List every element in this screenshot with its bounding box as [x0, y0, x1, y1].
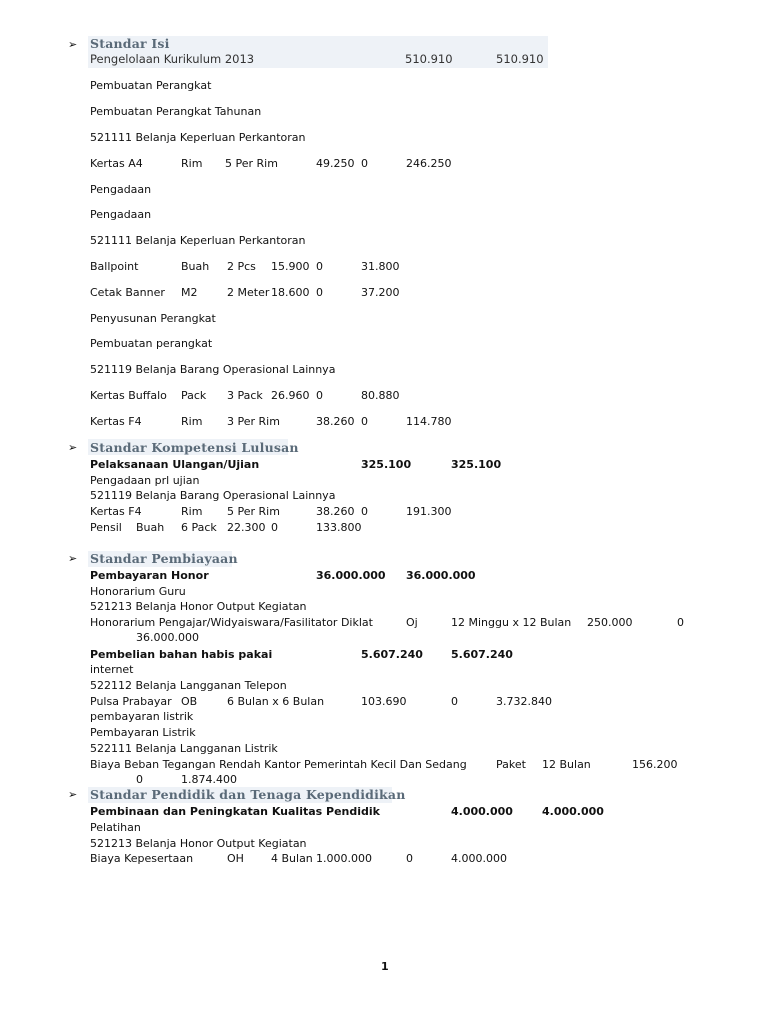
- item-qty: 3 Pack: [227, 389, 263, 402]
- item-total: 4.000.000: [451, 852, 507, 865]
- item-zero: 0: [316, 389, 323, 402]
- activity-amount: 5.607.240: [361, 648, 423, 661]
- item-price: 38.260: [316, 505, 355, 518]
- account-code: 521119 Belanja Barang Operasional Lainnya: [90, 363, 336, 376]
- item-qty: 4 Bulan: [271, 852, 313, 865]
- item-total: 80.880: [361, 389, 400, 402]
- activity-total: 5.607.240: [451, 648, 513, 661]
- item-qty: 6 Bulan x 6 Bulan: [227, 695, 325, 708]
- item-qty: 2 Pcs: [227, 260, 256, 273]
- item-zero: 0: [271, 521, 278, 534]
- account-code: 522112 Belanja Langganan Telepon: [90, 679, 287, 692]
- subactivity: Pengadaan prl ujian: [90, 474, 200, 487]
- subactivity: Pembuatan Perangkat Tahunan: [90, 105, 262, 118]
- item-name: Pulsa Prabayar: [90, 695, 172, 708]
- item-name: Biaya Kepesertaan: [90, 852, 194, 865]
- item-zero: 0: [677, 616, 684, 629]
- item-unit: Buah: [136, 521, 165, 534]
- bullet-arrow-icon: ➢: [68, 38, 78, 51]
- subactivity: Penyusunan Perangkat: [90, 312, 216, 325]
- subactivity: Pelatihan: [90, 821, 141, 834]
- item-zero: 0: [316, 260, 323, 273]
- item-price: 26.960: [271, 389, 310, 402]
- activity-name: Pembayaran Honor: [90, 569, 209, 582]
- item-total: 37.200: [361, 286, 400, 299]
- section-heading: Standar Kompetensi Lulusan: [90, 440, 299, 455]
- item-unit: M2: [181, 286, 198, 299]
- item-unit: OH: [227, 852, 244, 865]
- item-name: Kertas F4: [90, 415, 142, 428]
- item-total: 1.874.400: [181, 773, 237, 786]
- item-price: 250.000: [587, 616, 633, 629]
- activity-name: Pembelian bahan habis pakai: [90, 648, 273, 661]
- item-unit: Buah: [181, 260, 210, 273]
- page-number: 1: [381, 960, 389, 973]
- account-code: 521213 Belanja Honor Output Kegiatan: [90, 600, 307, 613]
- item-qty: 5 Per Rim: [225, 157, 278, 170]
- item-zero: 0: [361, 415, 368, 428]
- subactivity: Pengadaan: [90, 183, 152, 196]
- item-qty: 3 Per Rim: [227, 415, 280, 428]
- subactivity: Pembayaran Listrik: [90, 726, 196, 739]
- item-qty: 6 Pack: [181, 521, 217, 534]
- item-price: 18.600: [271, 286, 310, 299]
- item-price: 38.260: [316, 415, 355, 428]
- activity-total: 4.000.000: [542, 805, 604, 818]
- account-code: 521111 Belanja Keperluan Perkantoran: [90, 234, 306, 247]
- item-unit: Pack: [181, 389, 207, 402]
- account-code: 521111 Belanja Keperluan Perkantoran: [90, 131, 306, 144]
- item-total: 246.250: [406, 157, 452, 170]
- activity-name: Pelaksanaan Ulangan/Ujian: [90, 458, 260, 471]
- subactivity: Pembuatan perangkat: [90, 337, 213, 350]
- item-name: Kertas Buffalo: [90, 389, 167, 402]
- item-name: Kertas A4: [90, 157, 143, 170]
- section-heading: Standar Isi: [90, 36, 170, 51]
- item-price: 156.200: [632, 758, 678, 771]
- activity-name: Pembinaan dan Peningkatan Kualitas Pendidik: [90, 805, 380, 818]
- item-unit: OB: [181, 695, 198, 708]
- subactivity: Honorarium Guru: [90, 585, 186, 598]
- account-code: 521213 Belanja Honor Output Kegiatan: [90, 837, 307, 850]
- item-name: Biaya Beban Tegangan Rendah Kantor Pemerintah Kecil Dan Sedang: [90, 758, 467, 771]
- section-heading: Standar Pendidik dan Tenaga Kependidikan: [90, 787, 406, 802]
- item-total: 191.300: [406, 505, 452, 518]
- item-name: Pensil: [90, 521, 122, 534]
- item-zero: 0: [361, 157, 368, 170]
- subactivity: pembayaran listrik: [90, 710, 194, 723]
- item-total: 114.780: [406, 415, 452, 428]
- activity-amount: 36.000.000: [316, 569, 386, 582]
- activity-amount: 4.000.000: [451, 805, 513, 818]
- item-zero: 0: [361, 505, 368, 518]
- item-zero: 0: [406, 852, 413, 865]
- item-unit: Rim: [181, 505, 203, 518]
- item-total: 36.000.000: [136, 631, 199, 644]
- item-zero: 0: [451, 695, 458, 708]
- item-qty: 2 Meter: [227, 286, 270, 299]
- activity-name: Pengelolaan Kurikulum 2013: [90, 52, 255, 66]
- item-name: Honorarium Pengajar/Widyaiswara/Fasilitator Diklat: [90, 616, 373, 629]
- item-total: 3.732.840: [496, 695, 552, 708]
- item-total: 31.800: [361, 260, 400, 273]
- item-qty: 12 Minggu x 12 Bulan: [451, 616, 572, 629]
- item-unit: Rim: [181, 415, 203, 428]
- item-total: 133.800: [316, 521, 362, 534]
- item-unit: Paket: [496, 758, 526, 771]
- account-code: 522111 Belanja Langganan Listrik: [90, 742, 278, 755]
- item-qty: 12 Bulan: [542, 758, 591, 771]
- item-price: 22.300: [227, 521, 266, 534]
- item-unit: Rim: [181, 157, 203, 170]
- item-name: Kertas F4: [90, 505, 142, 518]
- subactivity: Pengadaan: [90, 208, 152, 221]
- account-code: 521119 Belanja Barang Operasional Lainnya: [90, 489, 336, 502]
- subactivity: internet: [90, 663, 134, 676]
- activity-total: 510.910: [496, 52, 544, 66]
- item-price: 15.900: [271, 260, 310, 273]
- activity-amount: 510.910: [405, 52, 453, 66]
- bullet-arrow-icon: ➢: [68, 552, 78, 565]
- item-zero: 0: [316, 286, 323, 299]
- bullet-arrow-icon: ➢: [68, 441, 78, 454]
- subactivity: Pembuatan Perangkat: [90, 79, 212, 92]
- item-price: 49.250: [316, 157, 355, 170]
- item-unit: Oj: [406, 616, 418, 629]
- item-name: Ballpoint: [90, 260, 139, 273]
- item-name: Cetak Banner: [90, 286, 165, 299]
- activity-amount: 325.100: [361, 458, 412, 471]
- item-price: 103.690: [361, 695, 407, 708]
- item-price: 1.000.000: [316, 852, 372, 865]
- item-qty: 5 Per Rim: [227, 505, 280, 518]
- activity-total: 36.000.000: [406, 569, 476, 582]
- section-heading: Standar Pembiayaan: [90, 551, 238, 566]
- bullet-arrow-icon: ➢: [68, 788, 78, 801]
- activity-total: 325.100: [451, 458, 502, 471]
- item-zero: 0: [136, 773, 143, 786]
